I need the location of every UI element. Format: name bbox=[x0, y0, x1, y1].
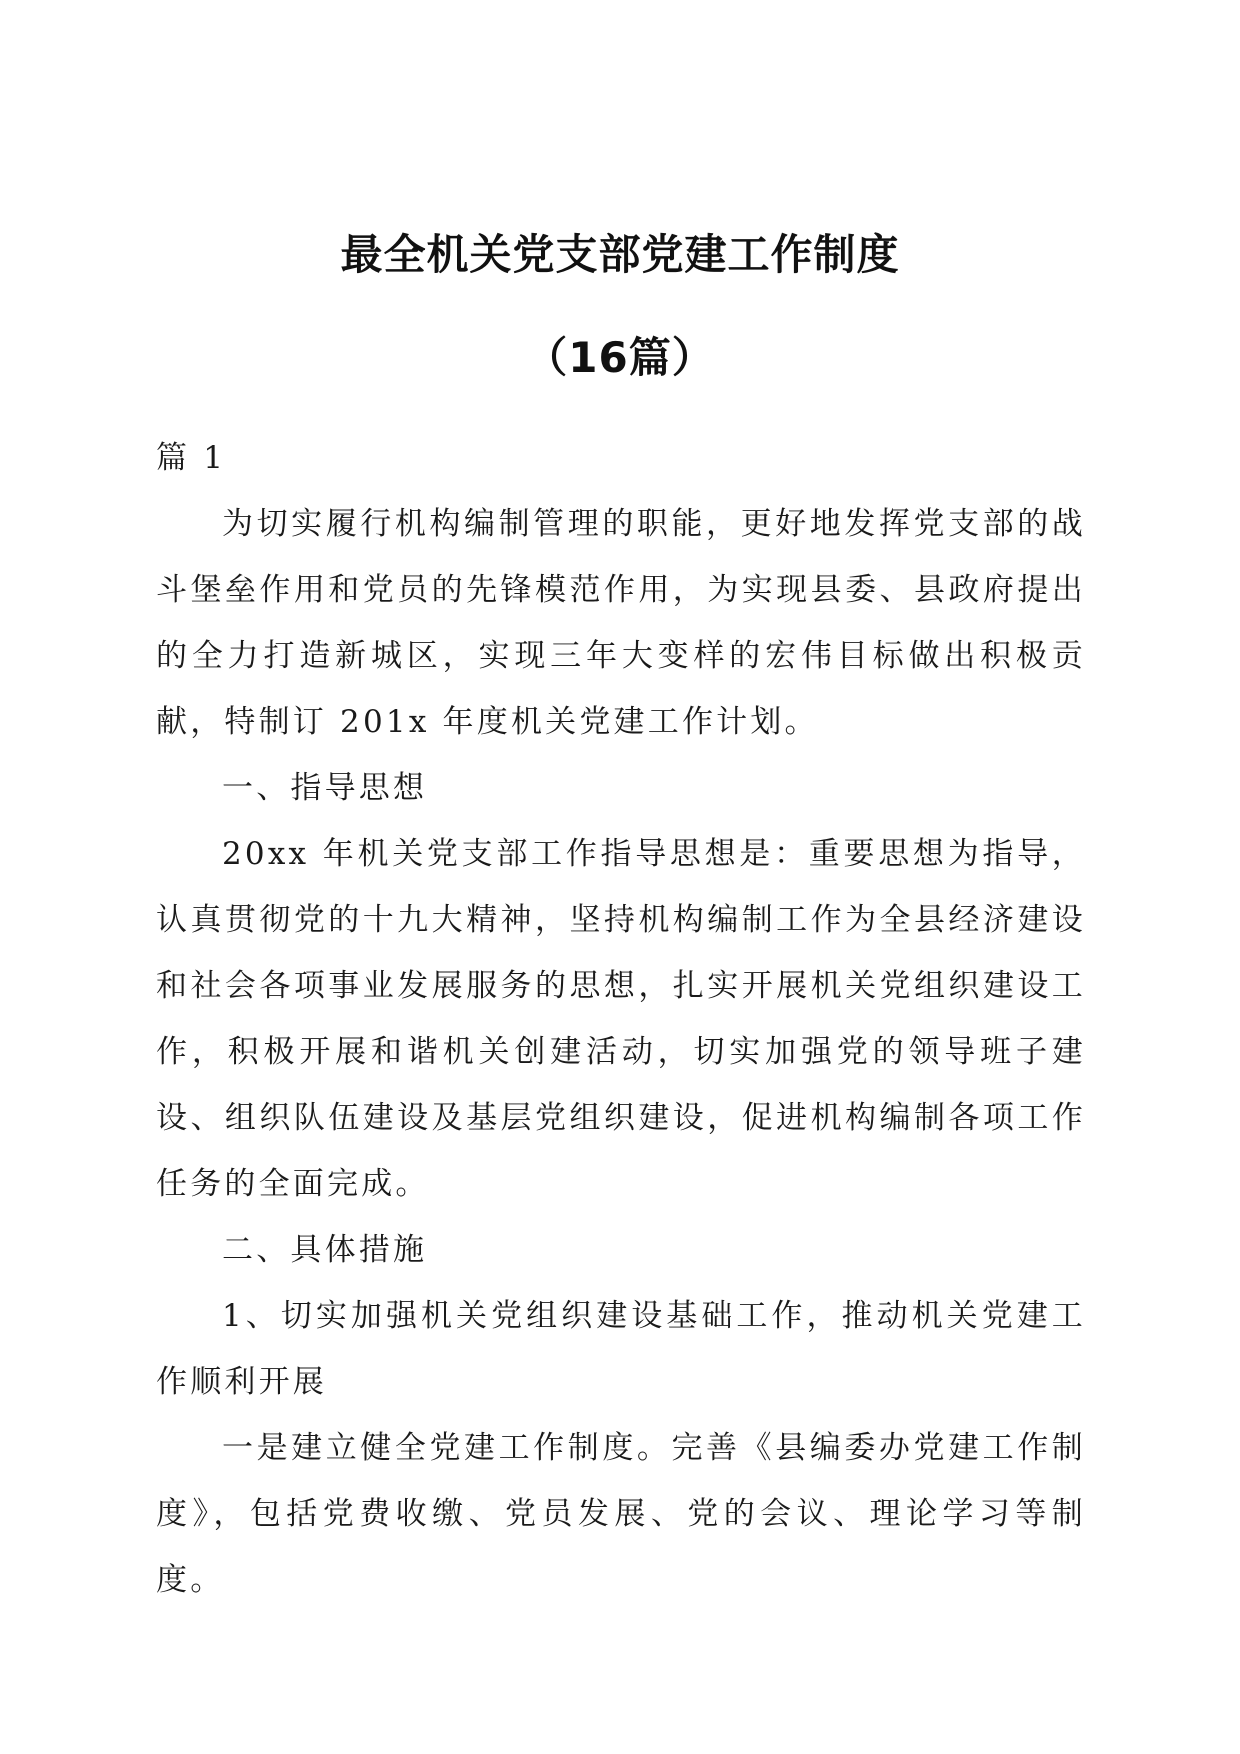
paragraph-measure-1: 1、切实加强机关党组织建设基础工作，推动机关党建工作顺利开展 bbox=[156, 1298, 1086, 1400]
paragraph-measure-1-item-1: 一是建立健全党建工作制度。完善《县编委办党建工作制度》，包括党费收缴、党员发展、党的会议、理论学习等制度。 bbox=[156, 1430, 1086, 1598]
heading-specific-measures: 二、具体措施 bbox=[222, 1232, 428, 1268]
document-subtitle: （16篇） bbox=[525, 333, 715, 382]
section-label: 篇 1 bbox=[156, 440, 227, 476]
document-title: 最全机关党支部党建工作制度 bbox=[340, 230, 900, 279]
heading-guiding-thought: 一、指导思想 bbox=[222, 770, 428, 806]
paragraph-guiding-thought: 20xx 年机关党支部工作指导思想是：重要思想为指导，认真贯彻党的十九大精神，坚持机构编制工作为全县经济建设和社会各项事业发展服务的思想，扎实开展机关党组织建设工作，积极开展和谐机关创建活动，切实加强党的领导班子建设、组织队伍建设及基层党组织建设，促进机构编制各项工作任务的全面完成。 bbox=[156, 836, 1086, 1202]
paragraph-intro: 为切实履行机构编制管理的职能，更好地发挥党支部的战斗堡垒作用和党员的先锋模范作用，为实现县委、县政府提出的全力打造新城区，实现三年大变样的宏伟目标做出积极贡献，特制订 201x 年度机关党建工作计划。 bbox=[156, 506, 1086, 740]
document-body bbox=[156, 425, 1086, 1613]
